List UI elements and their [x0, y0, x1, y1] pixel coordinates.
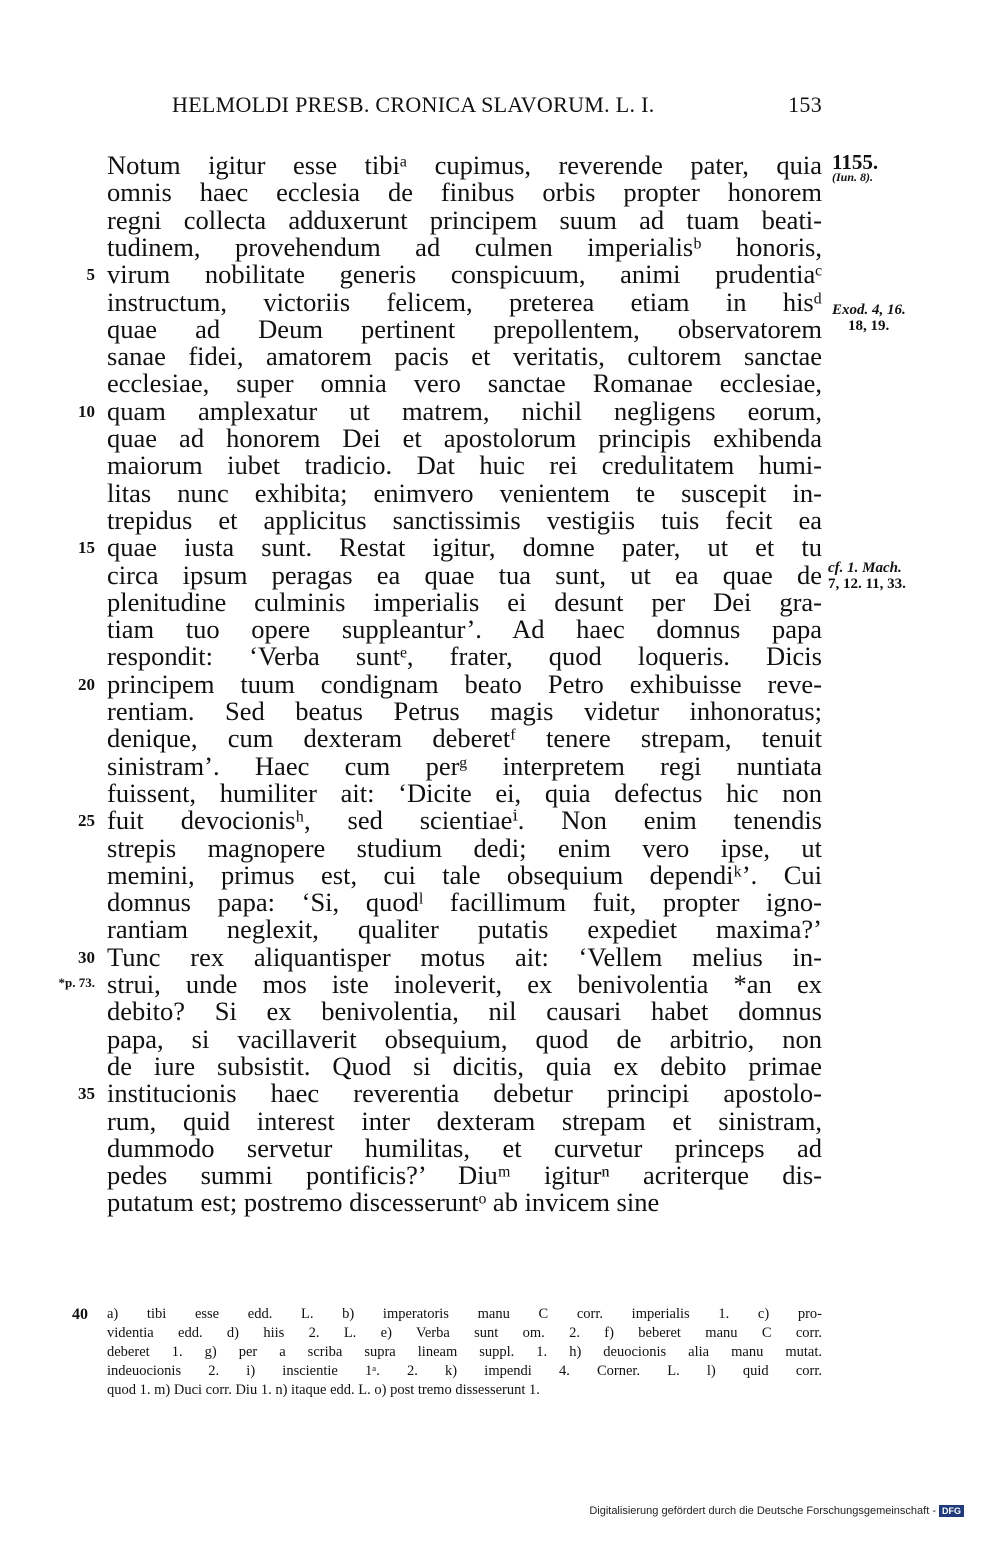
text-line: quae ad Deum pertinent prepollentem, observatorem — [107, 313, 822, 344]
line-number: 5 — [86, 265, 95, 285]
text-line: regni collecta adduxerunt principem suum ad tuam beati- — [107, 204, 822, 235]
text-line: rantiam neglexit, qualiter putatis expediet maxima?’ — [107, 914, 822, 945]
text-line: debito? Si ex benivolentia, nil causari habet domnus — [107, 996, 822, 1027]
text-line: quae ad honorem Dei et apostolorum principis exhibenda — [107, 423, 822, 453]
text-line: virum nobilitate generis conspicuum, animi prudentiaᶜ — [107, 259, 822, 290]
text-line: tudinem, provehendum ad culmen imperialisᵇ honoris, — [107, 231, 822, 262]
text-line: domnus papa: ‘Si, quodˡ facillimum fuit, propter igno- — [107, 887, 822, 918]
text-line: papa, si vacillaverit obsequium, quod de arbitrio, non — [107, 1023, 822, 1054]
footnote-line: videntia edd. d) hiis 2. L. e) Verba sunt om. 2. f) beberet manu C corr. — [107, 1325, 822, 1341]
running-header — [172, 92, 822, 124]
margin-exod-note — [832, 302, 906, 334]
footnote-line: deberet 1. g) per a scriba supra lineam suppl. 1. h) deuocionis alia manu mutat. — [107, 1344, 822, 1360]
text-line: institucionis haec reverentia debetur principi apostolo- — [107, 1078, 822, 1109]
text-line: dummodo servetur humilitas, et curvetur princeps ad — [107, 1132, 822, 1163]
text-line: principem tuum condignam beato Petro exhibuisse reve- — [107, 668, 822, 699]
text-line: fuissent, humiliter ait: ‘Dicite ei, quia defectus hic non — [107, 777, 822, 808]
credit-text: Digitalisierung gefördert durch die Deutsche Forschungsgemeinschaft - — [589, 1505, 936, 1517]
margin-exod-sub: 18, 19. — [848, 318, 890, 334]
margin-year-sub: (Iun. 8). — [832, 170, 874, 184]
footnote-line: quod 1. m) Duci corr. Diu 1. n) itaque edd. L. o) post tremo dissesserunt 1. — [107, 1382, 540, 1398]
running-title: HELMOLDI PRESB. CRONICA SLAVORUM. L. I. — [172, 92, 655, 117]
dfg-logo: DFG — [939, 1505, 964, 1517]
text-line: omnis haec ecclesia de finibus orbis propter honorem — [107, 177, 822, 208]
text-line: instructum, victoriis felicem, preterea etiam in hisᵈ — [107, 286, 822, 317]
line-number: 10 — [78, 401, 95, 421]
text-line: Tunc rex aliquantisper motus ait: ‘Vellem melius in- — [107, 941, 822, 972]
line-number: *p. 73. — [58, 975, 95, 990]
text-line: fuit devocionisʰ, sed scientiaeⁱ. Non enim tenendis — [107, 805, 822, 836]
footnote-line: a) tibi esse edd. L. b) imperatoris manu C corr. imperialis 1. c) pro- — [107, 1306, 822, 1322]
text-line: strui, unde mos iste inoleverit, ex benivolentia *an ex — [107, 969, 822, 999]
margin-mach-ref: cf. 1. Mach. — [828, 560, 902, 576]
text-line: denique, cum dexteram deberetᶠ tenere strepam, tenuit — [107, 723, 822, 754]
text-line: memini, primus est, cui tale obsequium dependiᵏ’. Cui — [107, 859, 822, 890]
text-line: quae iusta sunt. Restat igitur, domne pater, ut et tu — [107, 532, 822, 563]
line-number: 15 — [78, 538, 95, 558]
text-line: rentiam. Sed beatus Petrus magis videtur inhonoratus; — [107, 696, 822, 726]
footnote-line-number: 40 — [72, 1306, 88, 1323]
line-number: 25 — [78, 811, 95, 831]
text-line: de iure subsistit. Quod si dicitis, quia ex debito primae — [107, 1050, 822, 1081]
text-line: sinistram’. Haec cum perᵍ interpretem regi nuntiata — [107, 750, 822, 781]
footnotes — [107, 1305, 822, 1400]
margin-mach-sub: 7, 12. 11, 33. — [828, 576, 906, 592]
digitization-credit — [589, 1505, 964, 1517]
margin-mach-note — [828, 560, 906, 592]
text-line: tiam tuo opere suppleantur’. Ad haec domnus papa — [107, 614, 822, 645]
line-number: 35 — [78, 1084, 95, 1104]
text-line: ecclesiae, super omnia vero sanctae Romanae ecclesiae, — [107, 368, 822, 399]
text-line: trepidus et applicitus sanctissimis vestigiis tuis fecit ea — [107, 504, 822, 535]
text-line: Notum igitur esse tibiᵃ cupimus, reverende pater, quia — [107, 150, 822, 180]
text-line: putatum est; postremo discesseruntᵒ ab invicem sine — [107, 1187, 660, 1218]
text-line: quam amplexatur ut matrem, nichil negligens eorum, — [107, 395, 822, 426]
footnote-line: indeuocionis 2. i) inscientie 1ᵃ. 2. k) impendi 4. Corner. L. l) quid corr. — [107, 1363, 822, 1379]
margin-date-note — [832, 151, 878, 185]
line-number: 30 — [78, 947, 95, 967]
text-line: pedes summi pontificis?’ Diuᵐ igiturⁿ acriterque dis- — [107, 1160, 822, 1191]
line-number: 20 — [78, 674, 95, 694]
text-line: litas nunc exhibita; enimvero venientem te suscepit in- — [107, 477, 822, 508]
margin-exod-ref: Exod. 4, 16. — [832, 302, 906, 318]
text-line: rum, quid interest inter dexteram strepam et sinistram, — [107, 1105, 822, 1136]
page-number: 153 — [788, 92, 822, 117]
text-line: sanae fidei, amatorem pacis et veritatis, cultorem sanctae — [107, 341, 822, 372]
text-line: strepis magnopere studium dedi; enim vero ipse, ut — [107, 832, 822, 863]
margin-year: 1155. — [832, 150, 879, 174]
text-line: circa ipsum peragas ea quae tua sunt, ut ea quae de — [107, 559, 822, 590]
text-line: maiorum iubet tradicio. Dat huic rei credulitatem humi- — [107, 450, 822, 481]
text-line: plenitudine culminis imperialis ei desunt per Dei gra- — [107, 586, 822, 617]
text-line: respondit: ‘Verba suntᵉ, frater, quod loqueris. Dicis — [107, 641, 822, 672]
